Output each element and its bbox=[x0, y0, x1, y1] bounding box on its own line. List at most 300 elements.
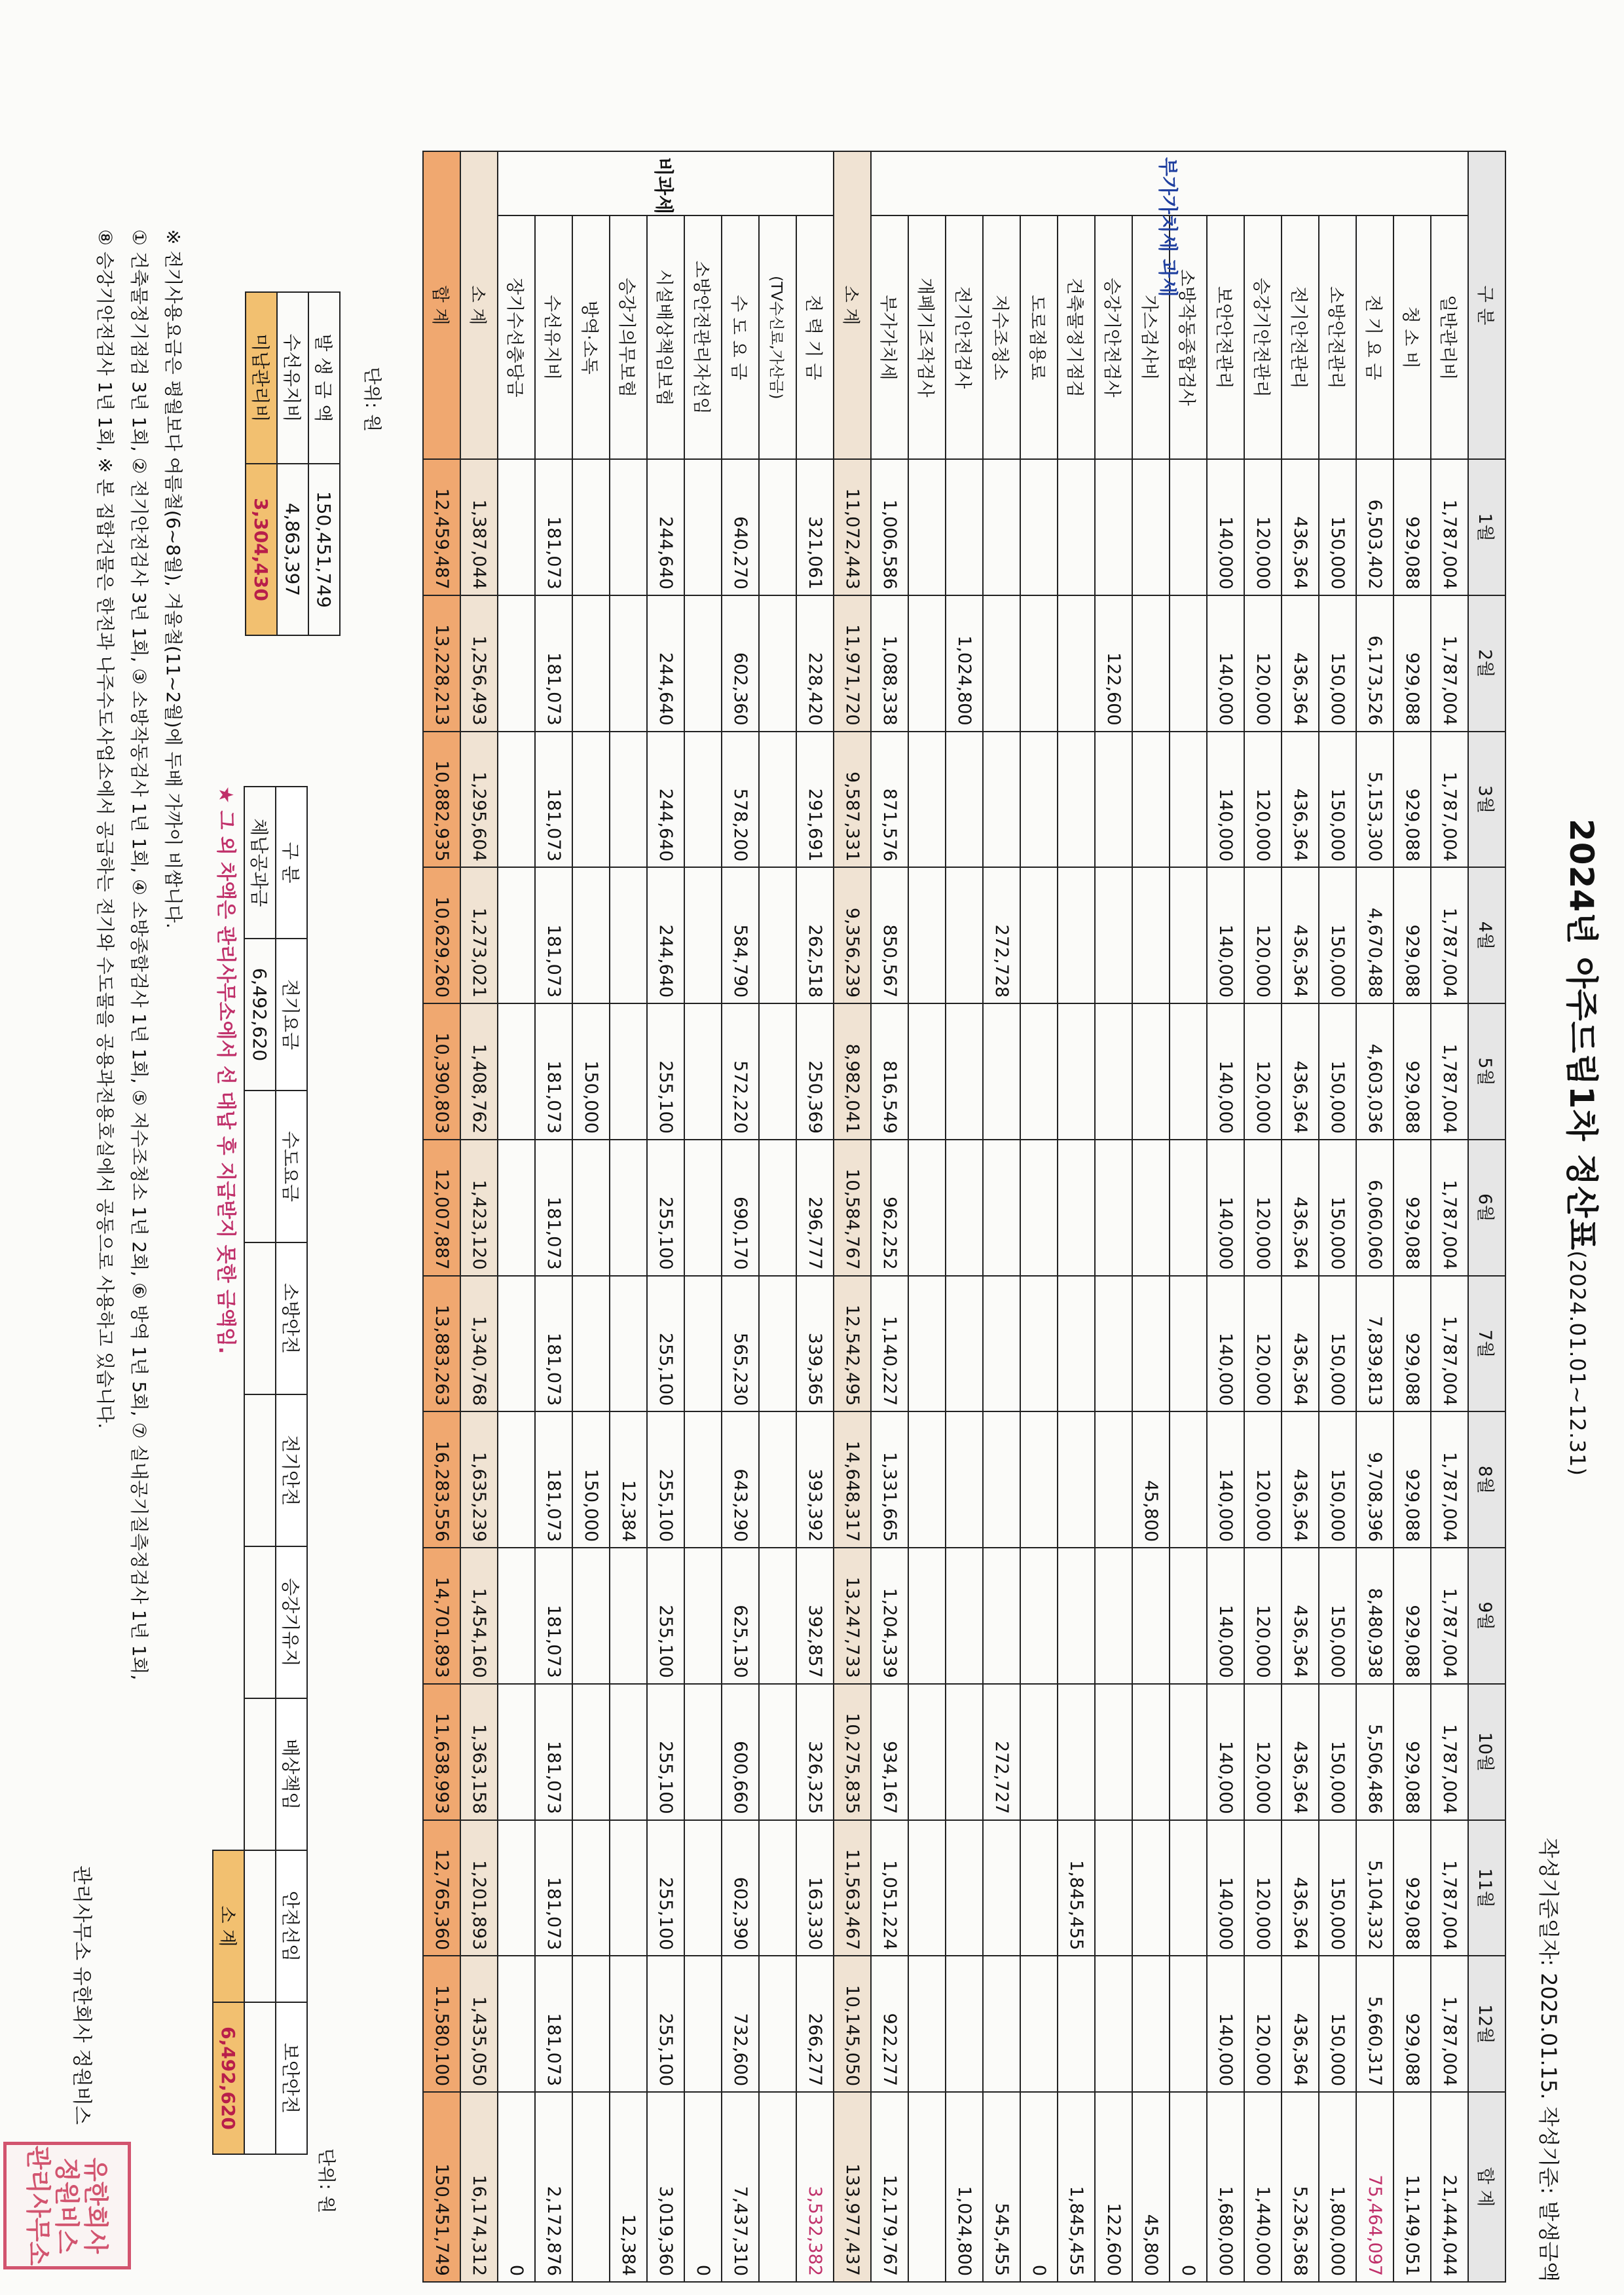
cell-value bbox=[1058, 867, 1095, 1003]
cell-value bbox=[1020, 595, 1058, 732]
arrears-header-col: 소방안전 bbox=[276, 1242, 307, 1394]
cell-value: 640,270 bbox=[722, 459, 759, 595]
header-month: 3월 bbox=[1468, 732, 1505, 868]
cell-total: 1,440,000 bbox=[1244, 2092, 1282, 2282]
cell-value bbox=[684, 1276, 722, 1412]
arrears-header-col: 안전선임 bbox=[276, 1850, 307, 2002]
table-row bbox=[1319, 151, 1356, 2282]
cell-value: 1,408,762 bbox=[460, 1003, 498, 1140]
arrears-subtotal-label: 소 계 bbox=[213, 1850, 244, 2002]
cell-value: 436,364 bbox=[1282, 732, 1319, 868]
cell-value: 1,787,004 bbox=[1431, 595, 1468, 732]
row-label: 승강기안전관리 bbox=[1244, 215, 1282, 459]
cell-value: 8,982,041 bbox=[834, 1003, 871, 1140]
cell-value bbox=[684, 1684, 722, 1820]
cell-value: 255,100 bbox=[647, 1003, 684, 1140]
cell-value: 10,145,050 bbox=[834, 1956, 871, 2092]
cell-value: 181,073 bbox=[535, 1411, 572, 1548]
summary-value: 3,304,430 bbox=[246, 464, 277, 635]
table-row bbox=[460, 151, 498, 2282]
cell-value: 339,365 bbox=[796, 1276, 834, 1412]
cell-total: 0 bbox=[684, 2092, 722, 2282]
row-label: 가스검사비 bbox=[1132, 215, 1170, 459]
cell-value: 14,648,317 bbox=[834, 1411, 871, 1548]
cell-value: 181,073 bbox=[535, 1140, 572, 1276]
cell-value bbox=[759, 1548, 796, 1684]
cell-value: 13,883,263 bbox=[423, 1276, 460, 1412]
cell-value: 436,364 bbox=[1282, 1684, 1319, 1820]
arrears-value bbox=[244, 1394, 276, 1546]
cell-value bbox=[1095, 1140, 1132, 1276]
cell-value: 255,100 bbox=[647, 1684, 684, 1820]
cell-value bbox=[610, 595, 647, 732]
cell-value: 150,000 bbox=[572, 1003, 610, 1140]
cell-value bbox=[946, 1956, 983, 2092]
cell-value: 12,007,887 bbox=[423, 1140, 460, 1276]
cell-value bbox=[1132, 1276, 1170, 1412]
cell-value: 1,273,021 bbox=[460, 867, 498, 1003]
row-label: 소방안전관리 bbox=[1319, 215, 1356, 459]
cell-value bbox=[1132, 1003, 1170, 1140]
cell-value bbox=[1020, 1820, 1058, 1956]
cell-value bbox=[759, 1820, 796, 1956]
notes bbox=[88, 229, 190, 1680]
header-month: 6월 bbox=[1468, 1140, 1505, 1276]
cell-value bbox=[1095, 1003, 1132, 1140]
cell-value: 11,072,443 bbox=[834, 459, 871, 595]
header-month: 10월 bbox=[1468, 1684, 1505, 1820]
cell-value: 690,170 bbox=[722, 1140, 759, 1276]
cell-value: 255,100 bbox=[647, 1548, 684, 1684]
cell-value: 250,369 bbox=[796, 1003, 834, 1140]
cell-value: 120,000 bbox=[1244, 867, 1282, 1003]
arrears-header-label: 구 분 bbox=[276, 787, 307, 939]
cell-total: 12,179,767 bbox=[871, 2092, 908, 2282]
cell-value: 1,787,004 bbox=[1431, 1276, 1468, 1412]
cell-value: 5,506,486 bbox=[1356, 1684, 1393, 1820]
cell-value: 120,000 bbox=[1244, 1003, 1282, 1140]
cell-value bbox=[946, 1684, 983, 1820]
cell-value: 244,640 bbox=[647, 459, 684, 595]
cell-value bbox=[1132, 1548, 1170, 1684]
arrears-value bbox=[244, 1242, 276, 1394]
cell-value bbox=[983, 1003, 1020, 1140]
cell-value: 929,088 bbox=[1393, 1956, 1431, 2092]
cell-value bbox=[1095, 1411, 1132, 1548]
cell-value bbox=[759, 1684, 796, 1820]
cell-value bbox=[498, 1003, 535, 1140]
cell-total: 21,444,044 bbox=[1431, 2092, 1468, 2282]
cell-value bbox=[1170, 1411, 1207, 1548]
cell-value: 436,364 bbox=[1282, 1548, 1319, 1684]
cell-value bbox=[908, 867, 946, 1003]
header-category: 구 분 bbox=[1468, 151, 1505, 459]
cell-value bbox=[684, 732, 722, 868]
cell-value: 140,000 bbox=[1207, 595, 1244, 732]
cell-value: 4,670,488 bbox=[1356, 867, 1393, 1003]
cell-value bbox=[759, 1003, 796, 1140]
cell-value bbox=[684, 1140, 722, 1276]
cell-value bbox=[1058, 1411, 1095, 1548]
row-label: 시설배상책임보험 bbox=[647, 215, 684, 459]
cell-total: 1,800,000 bbox=[1319, 2092, 1356, 2282]
arrears-value bbox=[244, 1850, 276, 2002]
row-label: 소 계 bbox=[460, 151, 498, 459]
cell-value: 150,000 bbox=[572, 1411, 610, 1548]
cell-value bbox=[1020, 1956, 1058, 2092]
cell-value bbox=[983, 1820, 1020, 1956]
cell-value bbox=[1095, 1956, 1132, 2092]
cell-value: 929,088 bbox=[1393, 595, 1431, 732]
arrears-row-label: 체납공과금 bbox=[244, 787, 276, 939]
cell-value bbox=[908, 459, 946, 595]
cell-value bbox=[1170, 459, 1207, 595]
cell-value: 181,073 bbox=[535, 1548, 572, 1684]
cell-value: 1,454,160 bbox=[460, 1548, 498, 1684]
header-month: 4월 bbox=[1468, 867, 1505, 1003]
cell-value: 962,252 bbox=[871, 1140, 908, 1276]
cell-value: 140,000 bbox=[1207, 732, 1244, 868]
cell-value: 10,390,803 bbox=[423, 1003, 460, 1140]
cell-total: 0 bbox=[1170, 2092, 1207, 2282]
cell-value: 565,230 bbox=[722, 1276, 759, 1412]
cell-value: 1,295,604 bbox=[460, 732, 498, 868]
cell-value bbox=[983, 732, 1020, 868]
cell-value bbox=[498, 1411, 535, 1548]
cell-value: 5,104,332 bbox=[1356, 1820, 1393, 1956]
cell-value: 436,364 bbox=[1282, 595, 1319, 732]
header-month: 5월 bbox=[1468, 1003, 1505, 1140]
section-vat-label: 부가가치세 과세 bbox=[871, 151, 1468, 215]
cell-value: 140,000 bbox=[1207, 1276, 1244, 1412]
header-total: 합 계 bbox=[1468, 2092, 1505, 2282]
cell-value: 150,000 bbox=[1319, 1820, 1356, 1956]
cell-value: 929,088 bbox=[1393, 1411, 1431, 1548]
cell-value bbox=[1058, 595, 1095, 732]
cell-value bbox=[498, 1956, 535, 2092]
cell-value bbox=[1020, 1411, 1058, 1548]
cell-value: 10,275,835 bbox=[834, 1684, 871, 1820]
cell-value: 150,000 bbox=[1319, 1411, 1356, 1548]
cell-value: 643,290 bbox=[722, 1411, 759, 1548]
row-label: 부가가치세 bbox=[871, 215, 908, 459]
cell-value bbox=[983, 1956, 1020, 2092]
row-label: 보안안전관리 bbox=[1207, 215, 1244, 459]
cell-value bbox=[1170, 1956, 1207, 2092]
cell-value: 436,364 bbox=[1282, 1276, 1319, 1412]
cell-value: 5,153,300 bbox=[1356, 732, 1393, 868]
cell-value: 929,088 bbox=[1393, 732, 1431, 868]
cell-total: 45,800 bbox=[1132, 2092, 1170, 2282]
settlement-table bbox=[422, 151, 1506, 2283]
cell-value: 871,576 bbox=[871, 732, 908, 868]
cell-value: 1,635,239 bbox=[460, 1411, 498, 1548]
cell-value: 1,140,227 bbox=[871, 1276, 908, 1412]
cell-value: 150,000 bbox=[1319, 1003, 1356, 1140]
table-row bbox=[1020, 151, 1058, 2282]
row-label: (TV수신료,가산금) bbox=[759, 215, 796, 459]
cell-value: 150,000 bbox=[1319, 1684, 1356, 1820]
cell-value: 602,390 bbox=[722, 1820, 759, 1956]
cell-value bbox=[1058, 1140, 1095, 1276]
cell-value bbox=[759, 732, 796, 868]
cell-value bbox=[759, 595, 796, 732]
table-row bbox=[908, 151, 946, 2282]
cell-value: 12,542,495 bbox=[834, 1276, 871, 1412]
cell-value bbox=[498, 1684, 535, 1820]
cell-total: 3,532,382 bbox=[796, 2092, 834, 2282]
row-label: 전기안전검사 bbox=[946, 215, 983, 459]
cell-value: 1,423,120 bbox=[460, 1140, 498, 1276]
cell-value: 181,073 bbox=[535, 867, 572, 1003]
cell-value bbox=[908, 732, 946, 868]
cell-total: 0 bbox=[1020, 2092, 1058, 2282]
cell-value bbox=[1095, 1276, 1132, 1412]
cell-value: 11,638,993 bbox=[423, 1684, 460, 1820]
cell-value: 1,787,004 bbox=[1431, 459, 1468, 595]
cell-value: 9,587,331 bbox=[834, 732, 871, 868]
table-row bbox=[684, 151, 722, 2282]
row-label: 승강기의무보험 bbox=[610, 215, 647, 459]
cell-value: 11,971,720 bbox=[834, 595, 871, 732]
cell-value: 1,006,586 bbox=[871, 459, 908, 595]
cell-value: 436,364 bbox=[1282, 1820, 1319, 1956]
row-label: 저수조청소 bbox=[983, 215, 1020, 459]
cell-value: 8,480,938 bbox=[1356, 1548, 1393, 1684]
cell-value bbox=[498, 1276, 535, 1412]
cell-value bbox=[684, 1956, 722, 2092]
cell-value bbox=[759, 1411, 796, 1548]
summary-label: 미납관리비 bbox=[246, 292, 277, 464]
cell-value bbox=[946, 732, 983, 868]
cell-value bbox=[610, 867, 647, 1003]
creation-meta: 작성기준일자: 2025.01.15. 작성기준: 발생금액 bbox=[1536, 1837, 1561, 2282]
cell-value: 929,088 bbox=[1393, 1003, 1431, 1140]
cell-value: 10,584,767 bbox=[834, 1140, 871, 1276]
summary-value: 150,451,749 bbox=[308, 464, 340, 635]
header-month: 12월 bbox=[1468, 1956, 1505, 2092]
table-row bbox=[572, 151, 610, 2282]
table-row bbox=[722, 151, 759, 2282]
cell-value bbox=[1132, 595, 1170, 732]
row-label: 도로점용료 bbox=[1020, 215, 1058, 459]
cell-value: 244,640 bbox=[647, 732, 684, 868]
cell-value bbox=[1132, 1684, 1170, 1820]
cell-value: 140,000 bbox=[1207, 459, 1244, 595]
cell-value bbox=[908, 1820, 946, 1956]
row-label: 승강기안전검사 bbox=[1095, 215, 1132, 459]
cell-value bbox=[1058, 732, 1095, 868]
cell-value bbox=[610, 1820, 647, 1956]
cell-value bbox=[610, 1548, 647, 1684]
cell-value bbox=[572, 1956, 610, 2092]
cell-value bbox=[498, 1548, 535, 1684]
cell-value: 6,060,060 bbox=[1356, 1140, 1393, 1276]
cell-value bbox=[983, 1276, 1020, 1412]
summary-table bbox=[245, 291, 341, 636]
cell-value: 12,459,487 bbox=[423, 459, 460, 595]
cell-total: 5,236,368 bbox=[1282, 2092, 1319, 2282]
cell-value bbox=[572, 595, 610, 732]
header-month: 7월 bbox=[1468, 1276, 1505, 1412]
cell-value: 181,073 bbox=[535, 732, 572, 868]
cell-value: 150,000 bbox=[1319, 1140, 1356, 1276]
arrears-header-col: 승강기유지 bbox=[276, 1546, 307, 1698]
arrears-value bbox=[244, 1546, 276, 1698]
cell-value: 929,088 bbox=[1393, 459, 1431, 595]
cell-value: 150,000 bbox=[1319, 595, 1356, 732]
cell-value: 1,435,050 bbox=[460, 1956, 498, 2092]
cell-value: 929,088 bbox=[1393, 1276, 1431, 1412]
cell-value: 602,360 bbox=[722, 595, 759, 732]
cell-total: 1,845,455 bbox=[1058, 2092, 1095, 2282]
cell-value: 228,420 bbox=[796, 595, 834, 732]
table-row bbox=[1356, 151, 1393, 2282]
cell-value: 393,392 bbox=[796, 1411, 834, 1548]
cell-value: 1,787,004 bbox=[1431, 1684, 1468, 1820]
cell-value: 572,220 bbox=[722, 1003, 759, 1140]
cell-value: 140,000 bbox=[1207, 1140, 1244, 1276]
header-month: 1월 bbox=[1468, 459, 1505, 595]
cell-value bbox=[946, 1411, 983, 1548]
table-row bbox=[423, 151, 460, 2282]
cell-value bbox=[1132, 459, 1170, 595]
cell-value: 1,363,158 bbox=[460, 1684, 498, 1820]
cell-value bbox=[908, 1276, 946, 1412]
cell-value: 436,364 bbox=[1282, 459, 1319, 595]
cell-value: 584,790 bbox=[722, 867, 759, 1003]
cell-value bbox=[498, 867, 535, 1003]
cell-total bbox=[759, 2092, 796, 2282]
title-period: (2024.01.01~12.31) bbox=[1565, 1250, 1590, 1477]
cell-value: 181,073 bbox=[535, 1684, 572, 1820]
cell-value bbox=[1170, 1820, 1207, 1956]
cell-value: 140,000 bbox=[1207, 867, 1244, 1003]
cell-value: 181,073 bbox=[535, 459, 572, 595]
cell-value bbox=[572, 459, 610, 595]
cell-value bbox=[1170, 1276, 1207, 1412]
section-nontax-label: 비과세 bbox=[498, 151, 834, 215]
cell-value: 1,256,493 bbox=[460, 595, 498, 732]
table-header-row bbox=[1468, 151, 1505, 2282]
cell-value bbox=[908, 1956, 946, 2092]
note-line: ① 건축물정기점검 3년 1회, ② 전기안전검사 3년 1회, ③ 소방작동검사 1년 1회, ④ 소방종합검사 1년 1회, ⑤ 저수조청소 1년 2회, ⑥ 방역 1년 5회, ⑦ 실내공기질측정검사 1년 1회, bbox=[128, 229, 150, 1681]
cell-value bbox=[1020, 1548, 1058, 1684]
cell-value bbox=[1020, 732, 1058, 868]
arrears-value: 6,492,620 bbox=[244, 939, 276, 1091]
cell-value: 934,167 bbox=[871, 1684, 908, 1820]
cell-value: 181,073 bbox=[535, 1820, 572, 1956]
cell-value: 1,787,004 bbox=[1431, 1820, 1468, 1956]
cell-value: 436,364 bbox=[1282, 1140, 1319, 1276]
cell-value: 150,000 bbox=[1319, 1956, 1356, 2092]
cell-value: 392,857 bbox=[796, 1548, 834, 1684]
cell-value: 120,000 bbox=[1244, 1684, 1282, 1820]
cell-value bbox=[684, 595, 722, 732]
cell-value: 1,845,455 bbox=[1058, 1820, 1095, 1956]
cell-total: 7,437,310 bbox=[722, 2092, 759, 2282]
cell-value bbox=[1132, 867, 1170, 1003]
table-row bbox=[759, 151, 796, 2282]
cell-value: 120,000 bbox=[1244, 1140, 1282, 1276]
note-line: ※ 전기사용요금은 평월보다 여름철(6~8월), 겨울철(11~2월)에 두배 가까이 비쌉니다. bbox=[162, 229, 184, 929]
cell-value bbox=[1095, 1820, 1132, 1956]
cell-value bbox=[1170, 867, 1207, 1003]
summary-label: 수선유지비 bbox=[277, 292, 308, 464]
cell-value bbox=[610, 459, 647, 595]
header-month: 2월 bbox=[1468, 595, 1505, 732]
cell-value: 140,000 bbox=[1207, 1684, 1244, 1820]
cell-value bbox=[1170, 1140, 1207, 1276]
cell-total bbox=[572, 2092, 610, 2282]
cell-value bbox=[572, 1276, 610, 1412]
cell-value bbox=[498, 1820, 535, 1956]
cell-value bbox=[759, 867, 796, 1003]
cell-value: 244,640 bbox=[647, 595, 684, 732]
cell-value: 929,088 bbox=[1393, 867, 1431, 1003]
cell-value: 1,201,893 bbox=[460, 1820, 498, 1956]
table-row bbox=[1095, 151, 1132, 2282]
cell-total: 11,149,051 bbox=[1393, 2092, 1431, 2282]
cell-value: 10,882,935 bbox=[423, 732, 460, 868]
cell-value bbox=[908, 595, 946, 732]
header-month: 9월 bbox=[1468, 1548, 1505, 1684]
cell-value: 140,000 bbox=[1207, 1956, 1244, 2092]
cell-value: 1,051,224 bbox=[871, 1820, 908, 1956]
row-label: 전 력 기 금 bbox=[796, 215, 834, 459]
cell-value bbox=[684, 1820, 722, 1956]
table-row bbox=[1058, 151, 1095, 2282]
cell-value bbox=[946, 459, 983, 595]
cell-value: 255,100 bbox=[647, 1820, 684, 1956]
cell-value bbox=[946, 1548, 983, 1684]
cell-value bbox=[572, 1820, 610, 1956]
cell-value: 1,787,004 bbox=[1431, 1548, 1468, 1684]
cell-value: 6,173,526 bbox=[1356, 595, 1393, 732]
cell-value: 1,387,044 bbox=[460, 459, 498, 595]
cell-value bbox=[1170, 595, 1207, 732]
cell-value bbox=[1170, 732, 1207, 868]
row-label: 소 계 bbox=[834, 151, 871, 459]
cell-value: 321,061 bbox=[796, 459, 834, 595]
table-row bbox=[498, 151, 535, 2282]
cell-value: 929,088 bbox=[1393, 1820, 1431, 1956]
summary-row bbox=[308, 292, 340, 635]
office-name: 관리사무소 유한회사 정원비스 bbox=[70, 1865, 93, 2125]
cell-value bbox=[1095, 867, 1132, 1003]
summary-value: 4,863,397 bbox=[277, 464, 308, 635]
cell-value: 150,000 bbox=[1319, 732, 1356, 868]
cell-value: 625,130 bbox=[722, 1548, 759, 1684]
cell-value: 120,000 bbox=[1244, 1411, 1282, 1548]
cell-value: 1,787,004 bbox=[1431, 1956, 1468, 2092]
cell-value bbox=[1095, 732, 1132, 868]
cell-value: 1,787,004 bbox=[1431, 867, 1468, 1003]
cell-value bbox=[908, 1003, 946, 1140]
table-row bbox=[871, 151, 908, 2282]
arrears-subtotal-value: 6,492,620 bbox=[213, 2002, 244, 2154]
cell-value: 326,325 bbox=[796, 1684, 834, 1820]
cell-value: 6,503,402 bbox=[1356, 459, 1393, 595]
table-row bbox=[946, 151, 983, 2282]
cell-value: 120,000 bbox=[1244, 732, 1282, 868]
cell-value: 140,000 bbox=[1207, 1820, 1244, 1956]
cell-value bbox=[759, 1140, 796, 1276]
cell-total: 545,455 bbox=[983, 2092, 1020, 2282]
arrears-header-col: 수도요금 bbox=[276, 1091, 307, 1242]
seal-text: 유한회사 정원비스 관리사무소 bbox=[24, 2145, 111, 2266]
row-label: 장기수선충당금 bbox=[498, 215, 535, 459]
